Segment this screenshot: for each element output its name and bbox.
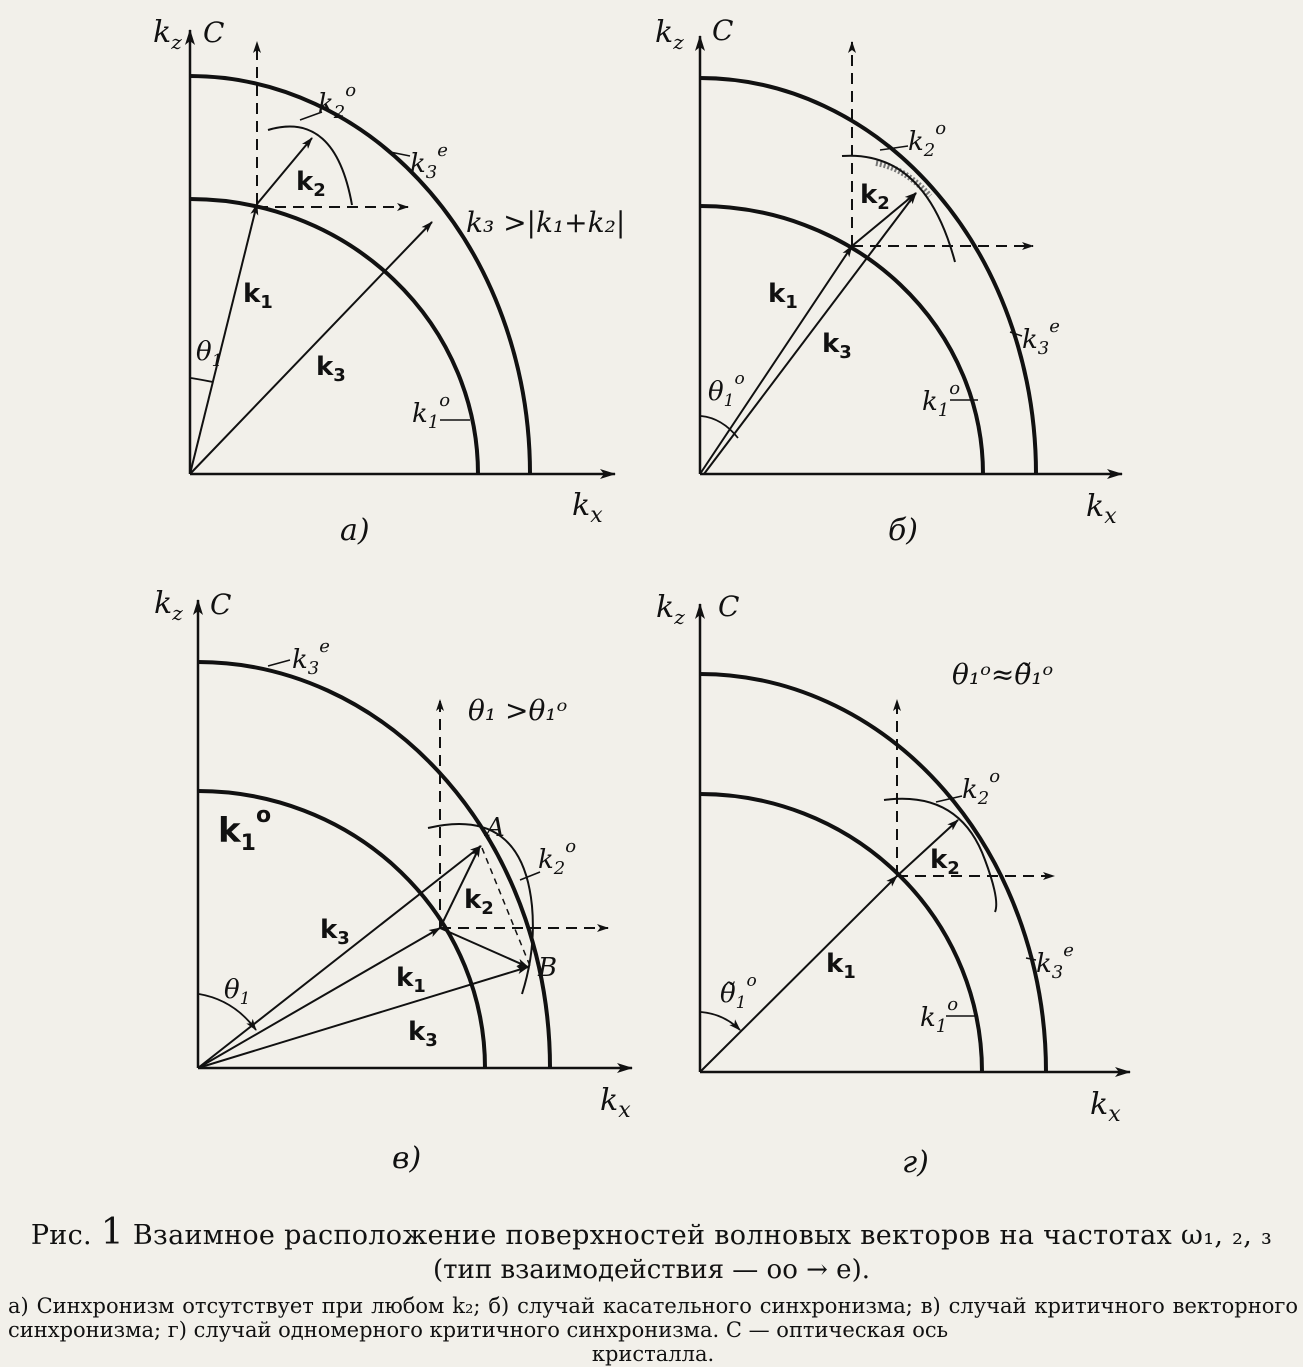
- axis-kx-label: $k_x$: [572, 488, 603, 528]
- axis-c-label: C: [718, 590, 740, 623]
- theta-label: $\theta_1^o$: [708, 369, 745, 411]
- leader-k2o: [520, 872, 540, 880]
- leader-k3e: [1026, 958, 1036, 960]
- panel-g: [656, 590, 1130, 1180]
- vector-k1-label: $k_1$: [826, 949, 856, 983]
- k3e-label: $k_3^e$: [1022, 316, 1060, 359]
- k3e-label: $k_3^e$: [292, 636, 330, 679]
- theta-label: $\theta_1$: [224, 975, 251, 1009]
- k2o-label: $k_2^o$: [962, 766, 1001, 809]
- panel-label: в): [392, 1141, 422, 1176]
- condition-label: k₃ >|k₁+k₂|: [466, 206, 626, 239]
- axis-kz-label: $k_z$: [655, 15, 684, 54]
- k3e-surface: [700, 674, 1046, 1072]
- axis-kx-label: $k_x$: [1086, 489, 1117, 529]
- k1o-surface: [700, 206, 983, 474]
- axis-c-label: C: [712, 14, 734, 47]
- panel-b: [655, 14, 1122, 548]
- axis-kx-label: $k_x$: [600, 1083, 631, 1123]
- panel-v: [154, 586, 632, 1176]
- vector-k1: [700, 876, 897, 1072]
- caption-title-line2: (тип взаимодействия — oo → e).: [433, 1255, 870, 1285]
- k1o-label: $k_1^o$: [412, 390, 451, 433]
- caption-description-text: а) Синхронизм отсутствует при любом k₂; б) случай касательного синхронизма; в) случай критичного векторного синхронизма; г) случай одномерного критичного синхронизма. C — оптическая ось: [8, 1294, 1298, 1342]
- caption-fig-number: 1: [100, 1212, 125, 1253]
- k2o-label: $k_2^o$: [318, 80, 357, 123]
- vector-k3: [704, 193, 916, 474]
- caption-description: [8, 1294, 1298, 1366]
- theta-label: $\thetã_1^o$: [720, 971, 757, 1013]
- vector-k3-lower-label: $k_3$: [408, 1017, 438, 1051]
- k3e-surface: [700, 78, 1036, 474]
- panel-a: [153, 15, 625, 548]
- caption-description-last: кристалла.: [591, 1342, 715, 1366]
- axis-kx-label: $k_x$: [1090, 1087, 1121, 1127]
- caption-fig-prefix: Рис.: [30, 1220, 92, 1251]
- panel-label: а): [340, 513, 370, 548]
- k1o-label: $k_1^o$: [922, 378, 961, 421]
- k3e-surface: [190, 76, 530, 474]
- condition-label: θ₁ᵒ≈θ̃₁ᵒ: [952, 658, 1054, 691]
- axis-kz-label: $k_z$: [154, 586, 183, 625]
- theta-label: $\theta_1$: [196, 337, 223, 371]
- figure-caption: [0, 1212, 1303, 1285]
- vector-k2-label: $k_2$: [464, 885, 494, 919]
- k2o-label: $k_2^o$: [908, 118, 947, 161]
- vector-k2-label: $k_2$: [860, 180, 890, 214]
- caption-title-line1: [0, 1212, 1303, 1253]
- vector-k2-label: $k_2$: [296, 167, 326, 201]
- vector-k1-label: $k_1$: [243, 279, 273, 313]
- vector-k3-upper: [198, 846, 481, 1068]
- k3e-label: $k_3^e$: [410, 140, 448, 183]
- vector-k2-label: $k_2$: [930, 845, 960, 879]
- theta-arc: [701, 1012, 740, 1030]
- theta-arc: [191, 378, 213, 382]
- axis-kz-label: $k_z$: [153, 15, 182, 54]
- condition-label: θ₁ >θ₁ᵒ: [468, 694, 568, 727]
- vector-k3-label: $k_3$: [316, 352, 346, 386]
- vector-k3-label: $k_3$: [822, 329, 852, 363]
- axis-kz-label: $k_z$: [656, 590, 685, 629]
- vector-k1-label: $k_1$: [396, 963, 426, 997]
- k1o-surface-label: $k_1^o$: [218, 803, 272, 856]
- k1o-label: $k_1^o$: [920, 994, 959, 1037]
- point-a-label: A: [486, 813, 505, 843]
- caption-title: Взаимное расположение поверхностей волновых векторов на частотах ω₁, ₂, ₃: [132, 1220, 1273, 1251]
- axis-c-label: C: [210, 588, 232, 621]
- k2o-label: $k_2^o$: [538, 836, 577, 879]
- panel-label: б): [888, 513, 919, 548]
- vector-k2-down: [440, 928, 528, 967]
- vector-k3: [190, 222, 432, 474]
- leader-k3e: [268, 660, 290, 666]
- vector-k3-upper-label: $k_3$: [320, 915, 350, 949]
- point-b-label: B: [538, 953, 558, 983]
- k3e-label: $k_3^e$: [1036, 940, 1074, 983]
- axis-c-label: C: [203, 16, 225, 49]
- panel-label: г): [902, 1145, 929, 1180]
- vector-k1-label: $k_1$: [768, 279, 798, 313]
